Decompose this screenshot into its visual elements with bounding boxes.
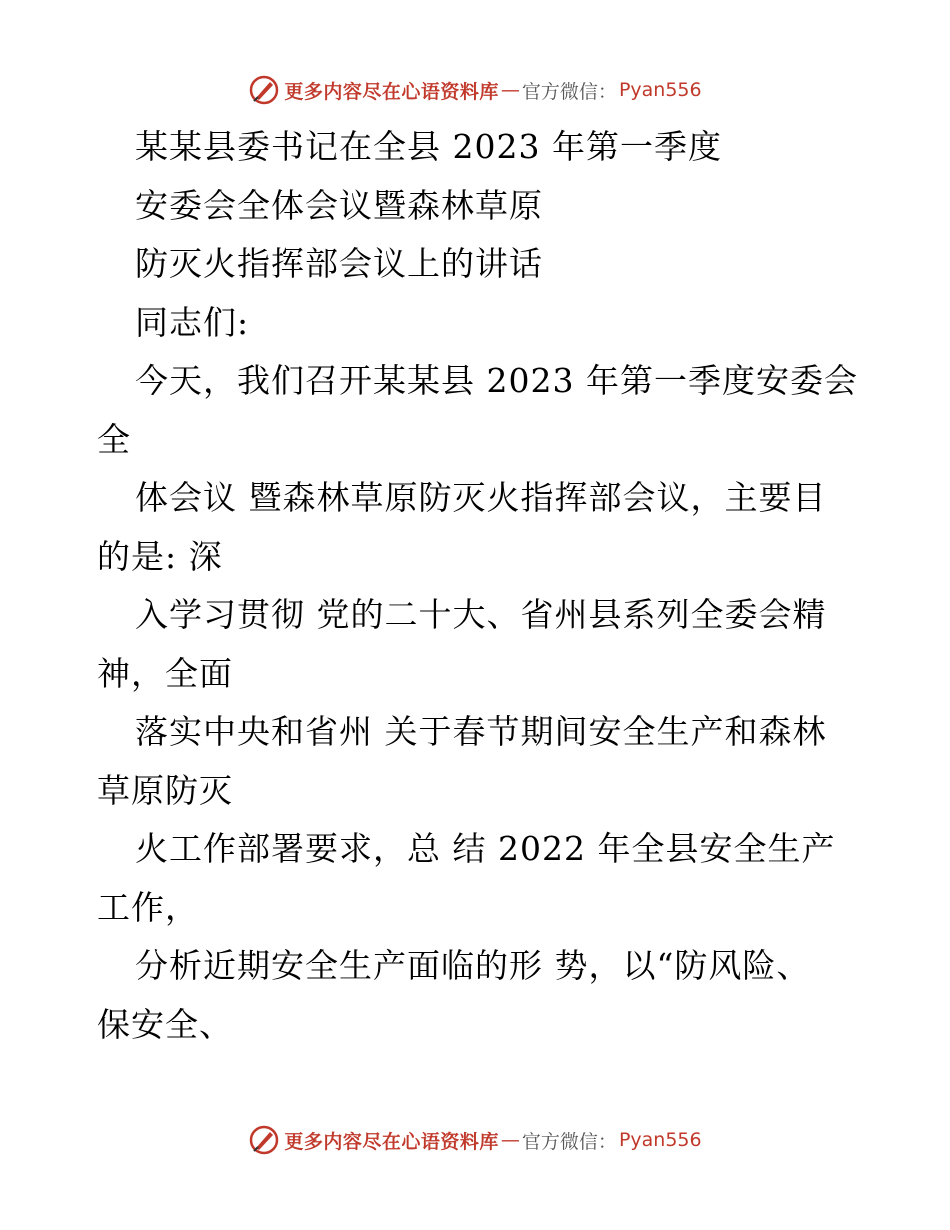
watermark-main-text: 更多内容尽在心语资料库 (284, 1130, 499, 1153)
watermark-separator: — (500, 79, 520, 101)
paragraph-line: 落实中央和省州 关于春节期间安全生产和森林 (135, 712, 827, 751)
title-line-2: 安委会全体会议暨森林草原 (135, 185, 543, 225)
paragraph-line: 火工作部署要求，总 结 2022 年全县安全生产 (135, 829, 836, 868)
paragraph-line: 全 (97, 419, 131, 459)
paragraph-line: 草原防灭 (97, 770, 233, 810)
paragraph-line: 神，全面 (97, 653, 233, 693)
quill-pen-logo-icon (248, 1124, 280, 1156)
paragraph-line: 工作， (97, 887, 199, 927)
paragraph-line: 保安全、 (97, 1004, 233, 1044)
watermark-id: Pyan556 (618, 1129, 702, 1151)
paragraph-line: 分析近期安全生产面临的形 势，以“防风险、 (135, 946, 811, 985)
paragraph-line: 的是: 深 (97, 536, 223, 576)
watermark-footer (0, 1120, 950, 1160)
watermark-header (0, 70, 950, 110)
quill-pen-logo-icon (248, 74, 280, 106)
document-body (97, 118, 857, 1054)
paragraph-line: 体会议 暨森林草原防灭火指挥部会议，主要目 (135, 478, 827, 517)
watermark-label: 官方微信： (521, 1130, 617, 1153)
paragraph-line: 今天，我们召开某某县 2023 年第一季度安委会 (135, 361, 858, 400)
title-line-3: 防灭火指挥部会议上的讲话 (135, 244, 543, 283)
watermark-main-text: 更多内容尽在心语资料库 (284, 80, 499, 103)
title-line-1: 某某县委书记在全县 2023 年第一季度 (135, 127, 722, 166)
paragraph-line: 入学习贯彻 党的二十大、省州县系列全委会精 (135, 595, 827, 634)
watermark-id: Pyan556 (618, 79, 702, 101)
watermark-label: 官方微信： (521, 80, 617, 103)
salutation: 同志们: (135, 302, 250, 342)
watermark-separator: — (500, 1129, 520, 1151)
